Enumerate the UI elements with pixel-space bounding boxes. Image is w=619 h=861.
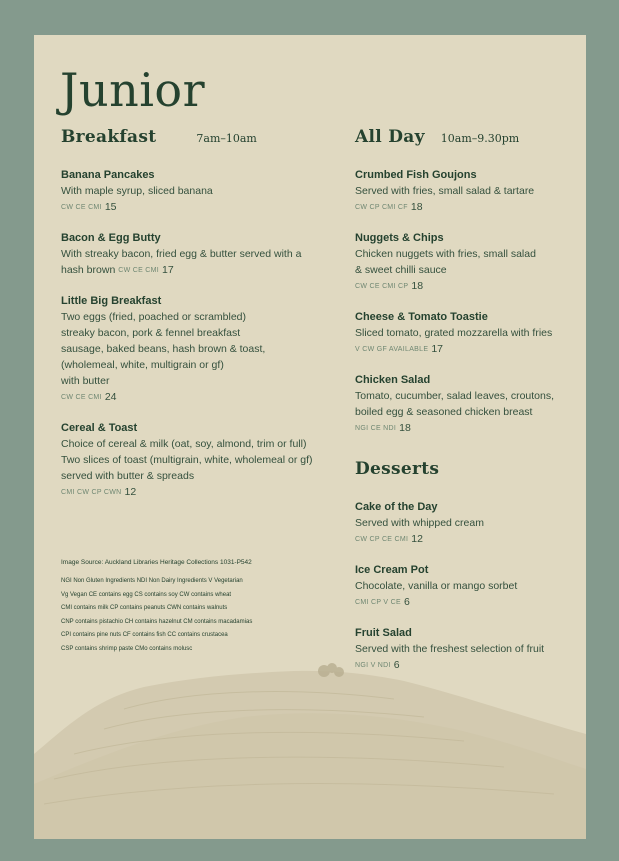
desserts-heading: Desserts: [355, 459, 440, 479]
item-description: With streaky bacon, fried egg & butter served with a: [61, 248, 302, 260]
item-description: With maple syrup, sliced banana: [61, 185, 213, 197]
item-name: Cake of the Day: [355, 501, 438, 513]
item-price: 6: [393, 659, 400, 671]
image-source-credit: Image Source: Auckland Libraries Heritage Collections 1031-P542: [61, 559, 252, 566]
item-name: Cheese & Tomato Toastie: [355, 311, 488, 323]
volcano-hill-image: [34, 659, 586, 839]
item-description: boiled egg & seasoned chicken breast: [355, 406, 533, 418]
menu-page: [34, 35, 586, 839]
item-description: Choice of cereal & milk (oat, soy, almond, trim or full): [61, 438, 307, 450]
item-price: 18: [399, 422, 411, 434]
item-description: (wholemeal, white, multigrain or gf): [61, 359, 224, 371]
menu-item-banana-pancakes: [61, 167, 331, 216]
menu-item-cake-of-the-day: [355, 499, 586, 548]
all-day-time: 10am–9.30pm: [440, 132, 520, 145]
item-name: Cereal & Toast: [61, 422, 138, 434]
item-description: Chicken nuggets with fries, small salad: [355, 248, 536, 260]
menu-title: Junior: [60, 63, 206, 117]
item-name: Bacon & Egg Butty: [61, 232, 161, 244]
item-description: served with butter & spreads: [61, 470, 195, 482]
item-name: Ice Cream Pot: [355, 564, 429, 576]
item-price: 24: [104, 391, 117, 403]
menu-item-fish-goujons: [355, 167, 586, 216]
item-price: 12: [411, 533, 423, 545]
legend-row: CNP contains pistachio CH contains hazelnut CM contains macadamias: [61, 618, 253, 625]
all-day-heading: All Day: [355, 127, 425, 147]
menu-item-little-big-breakfast: [61, 293, 331, 406]
item-name: Little Big Breakfast: [61, 295, 162, 307]
item-price: 15: [104, 201, 117, 213]
item-description: Served with the freshest selection of fruit: [355, 643, 545, 655]
item-price: 17: [431, 343, 443, 355]
menu-item-cheese-tomato-toastie: [355, 309, 586, 358]
all-day-section: [355, 127, 586, 674]
legend-row: CPI contains pine nuts CF contains fish CC contains crustacea: [61, 632, 228, 639]
item-description: Served with fries, small salad & tartare: [355, 185, 535, 197]
legend-row: CSP contains shrimp paste CMo contains molusc: [61, 645, 193, 652]
item-name: Crumbed Fish Goujons: [355, 169, 477, 181]
breakfast-time: 7am–10am: [196, 132, 257, 145]
item-price: 6: [403, 596, 410, 608]
menu-item-ice-cream-pot: [355, 562, 586, 611]
dietary-tags: CW CE CMI: [118, 267, 160, 274]
item-price: 17: [162, 264, 174, 276]
item-name: Fruit Salad: [355, 627, 412, 639]
dietary-tags: CMI CP V CE: [355, 599, 401, 606]
legend-row: Vg Vegan CE contains egg CS contains soy CW contains wheat: [61, 591, 232, 598]
item-description: hash brown: [61, 264, 116, 276]
dietary-tags: V CW GF AVAILABLE: [355, 346, 429, 353]
dietary-tags: CW CE CMI: [61, 394, 102, 401]
item-price: 18: [410, 201, 423, 213]
item-description: Served with whipped cream: [355, 517, 484, 529]
menu-item-nuggets-chips: [355, 230, 586, 295]
item-description: streaky bacon, pork & fennel breakfast: [61, 327, 241, 339]
item-price: 18: [411, 280, 424, 292]
item-price: 12: [124, 486, 137, 498]
item-description: Tomato, cucumber, salad leaves, croutons,: [355, 390, 555, 402]
menu-item-chicken-salad: [355, 372, 586, 437]
item-name: Nuggets & Chips: [355, 232, 444, 244]
dietary-tags: CW CE CMI: [61, 204, 102, 211]
breakfast-section: [61, 127, 331, 501]
item-description: & sweet chilli sauce: [355, 264, 447, 276]
dietary-tags: CMI CW CP CWN: [61, 489, 122, 496]
menu-item-fruit-salad: [355, 625, 586, 674]
dietary-tags: NGI V NDI: [355, 662, 391, 669]
item-name: Chicken Salad: [355, 374, 431, 386]
item-description: Two slices of toast (multigrain, white, wholemeal or gf): [61, 454, 313, 466]
item-description: Two eggs (fried, poached or scrambled): [61, 311, 247, 323]
item-description: Sliced tomato, grated mozzarella with fries: [355, 327, 553, 339]
item-description: sausage, baked beans, hash brown & toast,: [61, 343, 266, 355]
legend-row: CMI contains milk CP contains peanuts CWN contains walnuts: [61, 605, 228, 612]
item-description: with butter: [61, 375, 110, 387]
menu-item-cereal-toast: [61, 420, 331, 501]
item-name: Banana Pancakes: [61, 169, 155, 181]
dietary-tags: CW CP CE CMI: [355, 536, 409, 543]
breakfast-heading: Breakfast: [61, 127, 157, 147]
legend-row: NGI Non Gluten Ingredients NDI Non Dairy Ingredients V Vegetarian: [61, 578, 243, 584]
dietary-legend: [61, 559, 321, 657]
dietary-tags: NGI CE NDI: [355, 425, 397, 432]
menu-item-bacon-egg-butty: [61, 230, 331, 279]
dietary-tags: CW CE CMI CP: [355, 283, 409, 290]
dietary-tags: CW CP CMI CF: [355, 204, 408, 211]
desserts-header: [355, 459, 586, 485]
item-description: Chocolate, vanilla or mango sorbet: [355, 580, 518, 592]
